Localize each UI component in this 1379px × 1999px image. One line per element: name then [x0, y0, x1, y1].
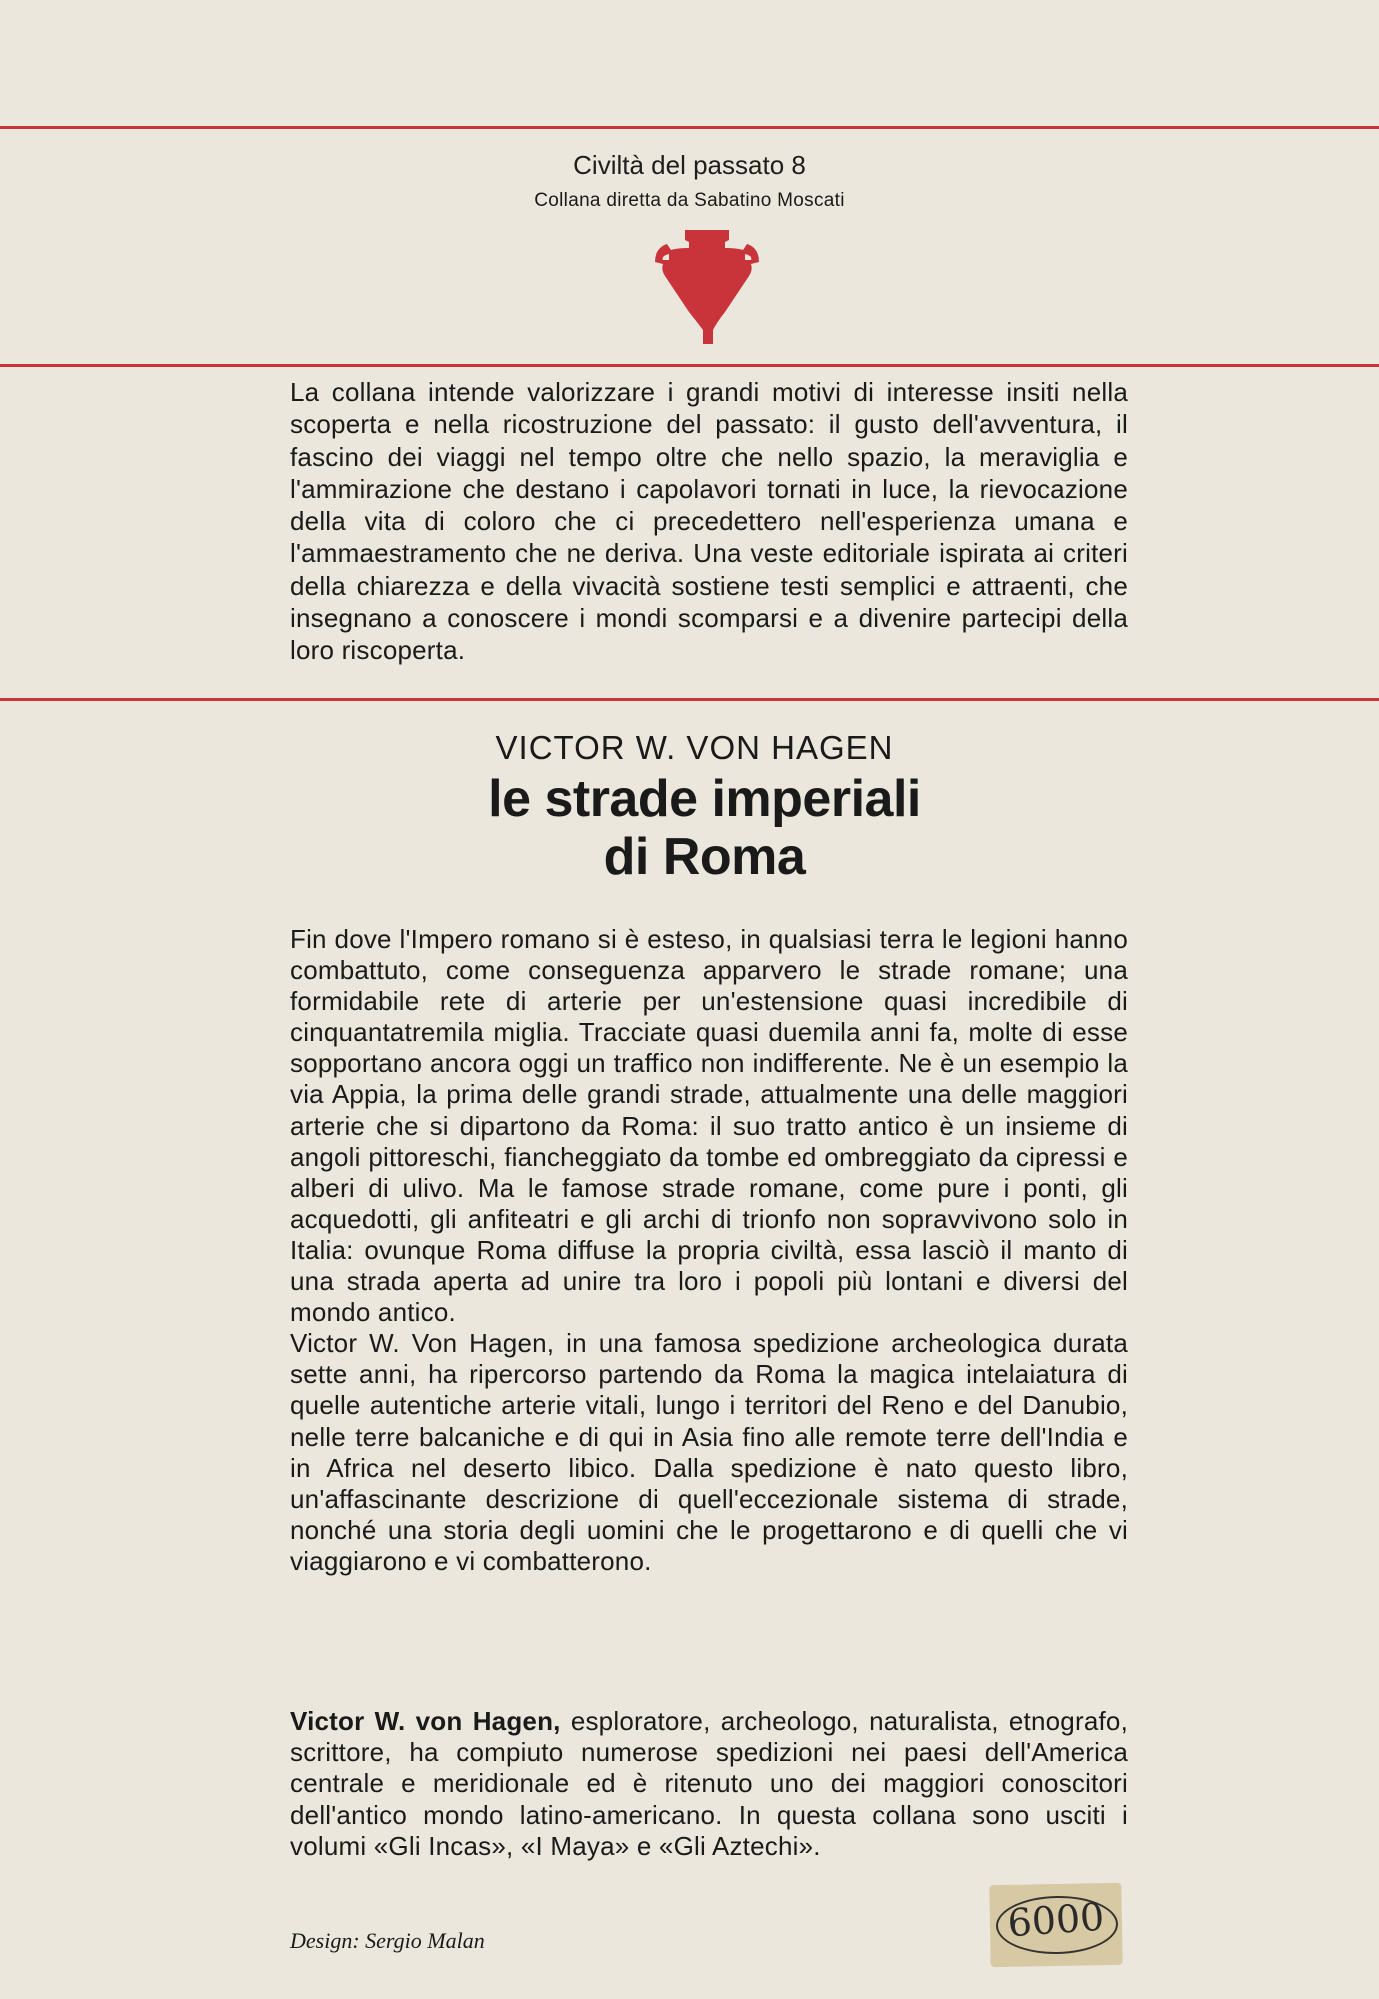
series-title: Civiltà del passato 8: [573, 150, 806, 180]
book-title: [0, 770, 1379, 886]
handwritten-price: 6000: [1006, 1894, 1106, 1946]
series-intro-text: La collana intende valorizzare i grandi motivi di interesse insiti nella scoperta e nella ricostruzione del passato: il gusto dell'avventura, il fascino dei viaggi nel tempo oltre che nello spazio, la meraviglia e l'ammirazione che destano i capolavori tornati in luce, la rievocazione della vita di coloro che ci precedettero nell'esperienza umana e l'ammaestramento che ne deriva. Una veste editoriale ispirata ai criteri della chiarezza e della vivacità sostiene testi semplici e attraenti, che insegnano a conoscere i mondi scomparsi e a divenire partecipi della loro riscoperta.: [290, 377, 1128, 666]
amphora-icon: [647, 226, 767, 346]
bio-text: esploratore, archeologo, naturalista, etnografo, scrittore, ha compiuto numerose spedizioni nei paesi dell'America centrale e meridionale ed è ritenuto uno dei maggiori conoscitori dell'antico mondo latino-americano. In questa collana sono usciti i volumi «Gli Incas», «I Maya» e «Gli Aztechi».: [290, 1706, 1128, 1861]
design-credit: Design: Sergio Malan: [290, 1928, 485, 1953]
middle-red-rule: [0, 698, 1379, 701]
series-editor-line: Collana diretta da Sabatino Moscati: [534, 190, 845, 211]
book-title-line-1: le strade imperiali: [488, 770, 921, 828]
upper-red-rule: [0, 364, 1379, 367]
bio-author-name: Victor W. von Hagen,: [290, 1706, 561, 1736]
top-red-rule: [0, 126, 1379, 129]
price-sticker: [989, 1883, 1122, 1967]
author-bio: [290, 1706, 1128, 1862]
author-name: VICTOR W. VON HAGEN: [495, 729, 894, 766]
book-title-line-2: di Roma: [603, 828, 806, 886]
description-paragraph-2: Victor W. Von Hagen, in una famosa spedizione archeologica durata sette anni, ha ripercorso partendo da Roma la magica intelaiatura di quelle autentiche arterie vitali, lungo i territori del Reno e del Danubio, nelle terre balcaniche e di qui in Asia fino alle remote terre dell'India e in Africa nel deserto libico. Dalla spedizione è nato questo libro, un'affascinante descrizione di quell'eccezionale sistema di strade, nonché una storia degli uomini che le progettarono e di quelli che vi viaggiarono e vi combatterono.: [290, 1328, 1128, 1576]
book-description: [290, 924, 1128, 1577]
description-paragraph-1: Fin dove l'Impero romano si è esteso, in qualsiasi terra le legioni hanno combattuto, come conseguenza apparvero le strade romane; una formidabile rete di arterie per un'estensione quasi incredibile di cinquantatremila miglia. Tracciate quasi duemila anni fa, molte di esse sopportano ancora oggi un traffico non indifferente. Ne è un esempio la via Appia, la prima delle grandi strade, attualmente una delle maggiori arterie che si dipartono da Roma: il suo tratto antico è un insieme di angoli pittoreschi, fiancheggiato da tombe ed ombreggiato da cipressi e alberi di ulivo. Ma le famose strade romane, come pure i ponti, gli acquedotti, gli anfiteatri e gli archi di trionfo non sopravvivono solo in Italia: ovunque Roma diffuse la propria civiltà, essa lasciò il manto di una strada aperta ad unire tra loro i popoli più lontani e diversi del mondo antico.: [290, 924, 1128, 1328]
